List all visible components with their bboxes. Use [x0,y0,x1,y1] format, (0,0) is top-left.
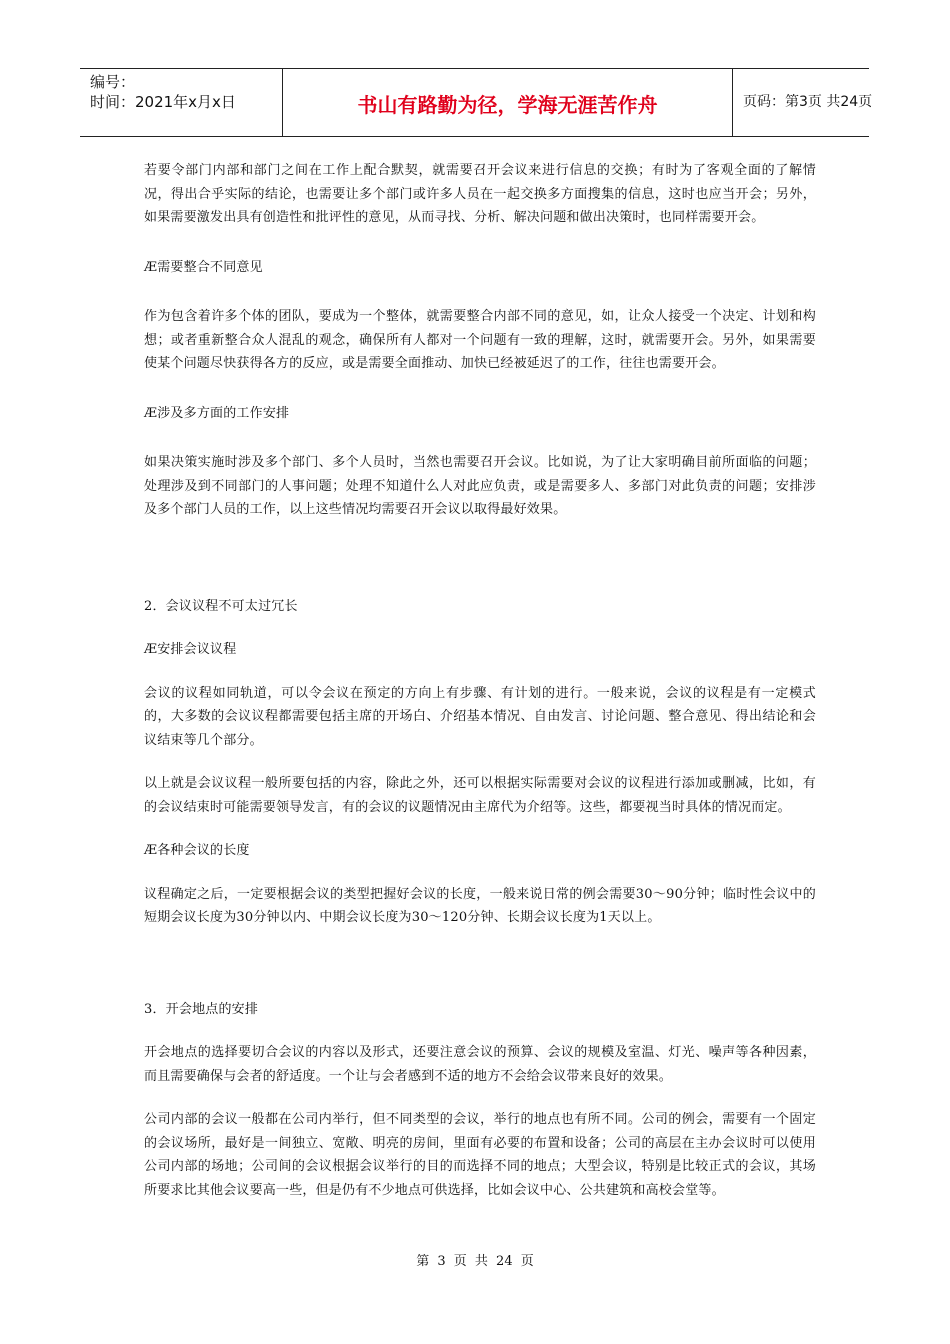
bullet-heading: Æ需要整合不同意见 [144,259,263,275]
motto-text: 书山有路勤为径，学海无涯苦作舟 [357,93,658,117]
bullet-heading: Æ各种会议的长度 [144,843,250,858]
body-paragraph: 会议的议程如同轨道，可以令会议在预定的方向上有步骤、有计划的进行。一般来说，会议的议程是有一定模式的，大多数的会议议程都需要包括主席的开场白、介绍基本情况、自由发言、讨论问题、整合意见、得出结论和会议结束等几个部分。 [144,685,816,748]
body-paragraph: 议程确定之后，一定要根据会议的类型把握好会议的长度，一般来说日常的例会需要30～90分钟；临时性会议中的短期会议长度为30分钟以内、中期会议长度为30～120分钟、长期会议长度为1天以上。 [144,886,816,925]
header-right-cell [733,69,873,136]
body-paragraph: 开会地点的选择要切合会议的内容以及形式，还要注意会议的预算、会议的规模及室温、灯光、噪声等各种因素，而且需要确保与会者的舒适度。一个让与会者感到不适的地方不会给会议带来良好的效果。 [144,1045,816,1084]
header-left-cell [80,69,282,136]
body-paragraph: 如果决策实施时涉及多个部门、多个人员时，当然也需要召开会议。比如说，为了让大家明确目前所面临的问题；处理涉及到不同部门的人事问题；处理不知道什么人对此应负责，或是需要多人、多部门对此负责的问题；安排涉及多个部门人员的工作，以上这些情况均需要召开会议以取得最好效果。 [144,455,816,517]
date-label: 时间：2021年x月x日 [90,93,236,111]
header-motto-cell [282,69,733,136]
body-paragraph: 若要令部门内部和部门之间在工作上配合默契，就需要召开会议来进行信息的交换；有时为了客观全面的了解情况，得出合乎实际的结论，也需要让多个部门或许多人员在一起交换多方面搜集的信息，这时也应当开会；另外，如果需要激发出具有创造性和批评性的意见，从而寻找、分析、解决问题和做出决策时，也同样需要开会。 [144,163,816,225]
body-paragraph: 以上就是会议议程一般所要包括的内容，除此之外，还可以根据实际需要对会议的议程进行添加或删减，比如，有的会议结束时可能需要领导发言，有的会议的议题情况由主席代为介绍等。这些，都要视当时具体的情况而定。 [144,776,816,815]
body-paragraph: 公司内部的会议一般都在公司内举行，但不同类型的会议，举行的地点也有所不同。公司的例会，需要有一个固定的会议场所，最好是一间独立、宽敞、明亮的房间，里面有必要的布置和设备；公司的高层在主办会议时可以使用公司内部的场地；公司间的会议根据会议举行的目的而选择不同的地点；大型会议，特别是比较正式的会议，其场所要求比其他会议要高一些，但是仍有不少地点可供选择，比如会议中心、公共建筑和高校会堂等。 [144,1112,816,1198]
document-body [144,159,816,1202]
page-footer: 第 3 页 共 24 页 [416,1254,534,1269]
serial-number-label: 编号： [90,73,136,91]
page-header [80,68,873,137]
section-heading: 3．开会地点的安排 [144,1001,259,1017]
page-code: 页码：第3页 共24页 [743,94,873,110]
section-heading: 2．会议议程不可太过冗长 [144,598,298,614]
bullet-heading: Æ安排会议议程 [144,642,237,657]
body-paragraph: 作为包含着许多个体的团队，要成为一个整体，就需要整合内部不同的意见，如，让众人接受一个决定、计划和构想；或者重新整合众人混乱的观念，确保所有人都对一个问题有一致的理解，这时，就需要开会。另外，如果需要使某个问题尽快获得各方的反应，或是需要全面推动、加快已经被延迟了的工作，往往也需要开会。 [144,309,816,371]
bullet-heading: Æ涉及多方面的工作安排 [144,405,290,421]
